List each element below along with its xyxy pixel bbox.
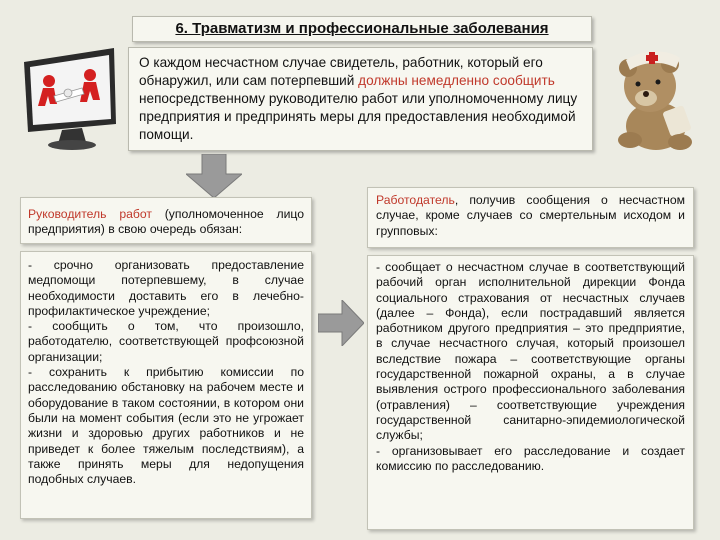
intro-text xyxy=(128,47,593,151)
list-item: - сообщает о несчастном случае в соответствующий рабочий орган исполнительной дирекции Фонда социального страхования от несчастных случаев (далее – Фонда), если пострадавший является работником другого предприятия – это предприятие, в случае несчастного случая, который произошел вследствие пожара – соответствующие органы государственной пожарной охраны, а в случае выявления острого профессионального заболевания (отравления) – соответствующие учреждения государственной санитарно-эпидемиологической службы; xyxy=(376,260,685,443)
employer-duties-list xyxy=(367,255,694,530)
injured-teddy-bear-icon xyxy=(600,42,708,154)
list-item: - сообщить о том, что произошло, работодателю, соответствующей профсоюзной организации; xyxy=(28,319,304,364)
manager-duties-list xyxy=(20,251,312,519)
employer-header-text: , получив сообщения о несчастном случае, кроме случаев со смертельным исходом и групповых: xyxy=(376,193,685,238)
employer-duties-header xyxy=(367,187,694,248)
manager-title: Руководитель работ xyxy=(28,207,152,221)
list-item: - сохранить к прибытию комиссии по расследованию обстановку на рабочем месте и оборудование в таком состоянии, в котором они были на момент события (если это не угрожает жизни и здоровью других работников и не приведет к более тяжелым последствиям), а также принять меры для недопущения подобных случаев. xyxy=(28,365,304,487)
arrow-right-icon xyxy=(318,300,364,346)
arrow-down-icon xyxy=(186,154,242,198)
list-item: - организовывает его расследование и создает комиссию по расследованию. xyxy=(376,443,685,473)
intro-highlight: должны немедленно сообщить xyxy=(358,73,555,88)
intro-part-2: непосредственному руководителю работ или уполномоченному лицу предприятия и предпринять меры для предоставления необходимой помощи. xyxy=(139,91,578,142)
monitor-with-figures-icon xyxy=(16,44,120,154)
list-item: - срочно организовать предоставление медпомощи потерпевшему, в случае необходимости доставить его в лечебно-профилактическое учреждение; xyxy=(28,258,304,318)
employer-title: Работодатель xyxy=(376,193,455,207)
intro-part-1: О каждом несчастном случае свидетель, работник, который его обнаружил, или сам потерпевший xyxy=(139,55,543,88)
manager-header-text: (уполномоченное лицо предприятия) в свою очередь обязан: xyxy=(28,207,305,237)
page-title: 6. Травматизм и профессиональные заболевания xyxy=(132,16,592,42)
manager-duties-header xyxy=(20,197,312,244)
